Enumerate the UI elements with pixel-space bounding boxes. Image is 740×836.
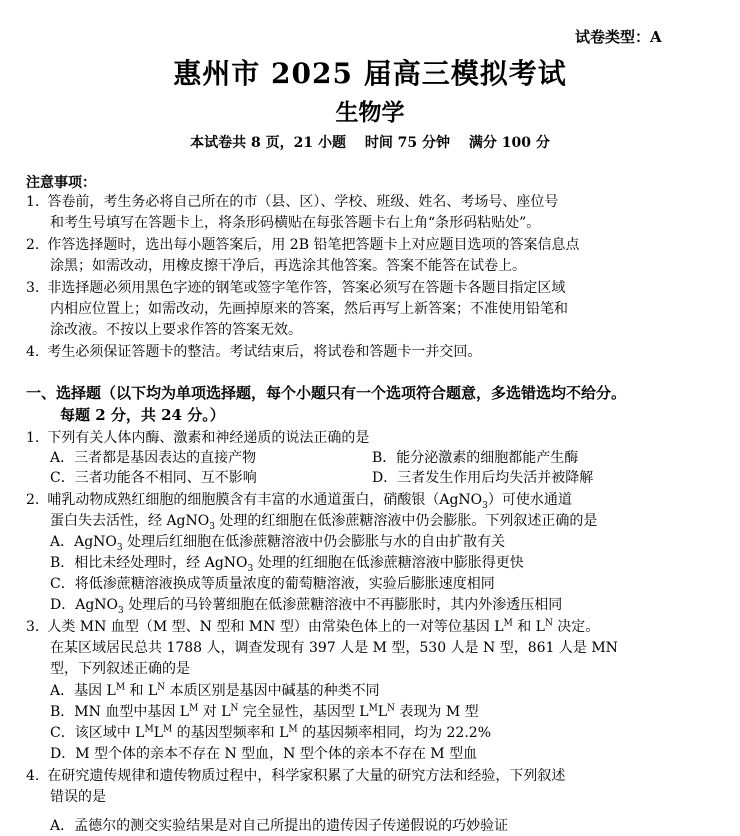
question-3-stem-line2: 在某区域居民总共 1788 人，调查发现有 397 人是 M 型，530 人是 N 型，861 人是 MN: [50, 640, 618, 656]
paper-type-label: 试卷类型：A: [575, 28, 662, 46]
question-3-option-c: C．该区域中 $L^ML^M$ 的基因型频率和 $L^M$ 的基因频率相同，均为 22.2%: [50, 724, 491, 741]
question-4-stem: 4. 在研究遗传规律和遗传物质过程中，科学家积累了大量的研究方法和经验，下列叙述: [26, 768, 566, 784]
question-4-stem-line2: 错误的是: [50, 789, 106, 805]
notice-4: 4. 考生必须保证答题卡的整洁。考试结束后，将试卷和答题卡一并交回。: [26, 344, 482, 360]
notice-2-line2: 涂黑；如需改动，用橡皮擦干净后，再选涂其他答案。答案不能答在试卷上。: [50, 258, 526, 274]
notice-3-line2: 内相应位置上；如需改动，先画掉原来的答案，然后再写上新答案；不准使用铅笔和: [50, 301, 568, 317]
question-3-stem-line3: 型，下列叙述正确的是: [50, 661, 190, 677]
question-2-option-b: B．相比未经处理时，经 AgNO$_3$ 处理的红细胞在低渗蔗糖溶液中膨胀得更快: [50, 555, 524, 574]
notice-1-line2: 和考生号填写在答题卡上，将条形码横贴在每张答题卡右上角“条形码粘贴处”。: [50, 215, 541, 231]
question-3-option-a: A．基因 $L^M$ 和 $L^N$ 本质区别是基因中碱基的种类不同: [50, 682, 380, 699]
section-1-heading-line2: 每题 2 分，共 24 分。）: [60, 406, 225, 424]
section-1-heading: 一、选择题（以下均为单项选择题，每个小题只有一个选项符合题意，多选错选均不给分。: [26, 384, 627, 402]
question-2-option-d: D．AgNO$_3$ 处理后的马铃薯细胞在低渗蔗糖溶液中不再膨胀时，其内外渗透压相同: [50, 597, 563, 616]
question-1-option-b: B．能分泌激素的细胞都能产生酶: [372, 450, 579, 466]
notice-2: 2. 作答选择题时，选出每小题答案后，用 2B 铅笔把答题卡上对应题目选项的答案信息点: [26, 237, 580, 253]
question-2-option-a: A．AgNO$_3$ 处理后红细胞在低渗蔗糖溶液中仍会膨胀与水的自由扩散有关: [50, 534, 506, 553]
question-1-option-d: D．三者发生作用后均失活并被降解: [372, 470, 594, 486]
exam-title: 惠州市 2025 届高三模拟考试: [173, 57, 567, 90]
question-3-option-d: D．M 型个体的亲本不存在 N 型血，N 型个体的亲本不存在 M 型血: [50, 746, 478, 762]
question-2-option-c: C．将低渗蔗糖溶液换成等质量浓度的葡萄糖溶液，实验后膨胀速度相同: [50, 576, 495, 592]
question-2-stem: 2. 哺乳动物成熟红细胞的细胞膜含有丰富的水通道蛋白，硝酸银（AgNO$_3$）可使水通道: [26, 492, 572, 511]
notice-3-line3: 涂改液。不按以上要求作答的答案无效。: [50, 322, 302, 338]
notice-3: 3. 非选择题必须用黑色字迹的钢笔或签字笔作答，答案必须写在答题卡各题目指定区域: [26, 280, 566, 296]
question-3-stem: 3. 人类 MN 血型（M 型、N 型和 MN 型）由常染色体上的一对等位基因 $L^M$ 和 $L^N$ 决定。: [26, 618, 600, 635]
notice-title: 注意事项：: [26, 175, 96, 191]
question-1-option-c: C．三者功能各不相同、互不影响: [50, 470, 257, 486]
question-2-stem-line2: 蛋白失去活性，经 AgNO$_3$ 处理的红细胞在低渗蔗糖溶液中仍会膨胀。下列叙述正确的是: [50, 513, 598, 532]
notice-1: 1. 答卷前，考生务必将自己所在的市（县、区）、学校、班级、姓名、考场号、座位号: [26, 194, 559, 210]
question-3-option-b: B．MN 血型中基因 $L^M$ 对 $L^N$ 完全显性，基因型 $L^ML^N$ 表现为 M 型: [50, 703, 479, 720]
question-1-option-a: A．三者都是基因表达的直接产物: [50, 450, 257, 466]
question-1-stem: 1. 下列有关人体内酶、激素和神经递质的说法正确的是: [26, 430, 370, 446]
question-4-option-a: A．孟德尔的测交实验结果是对自己所提出的遗传因子传递假说的巧妙验证: [50, 818, 509, 834]
exam-info: 本试卷共 8 页，21 小题 时间 75 分钟 满分 100 分: [190, 135, 550, 151]
subject-title: 生物学: [335, 99, 405, 126]
